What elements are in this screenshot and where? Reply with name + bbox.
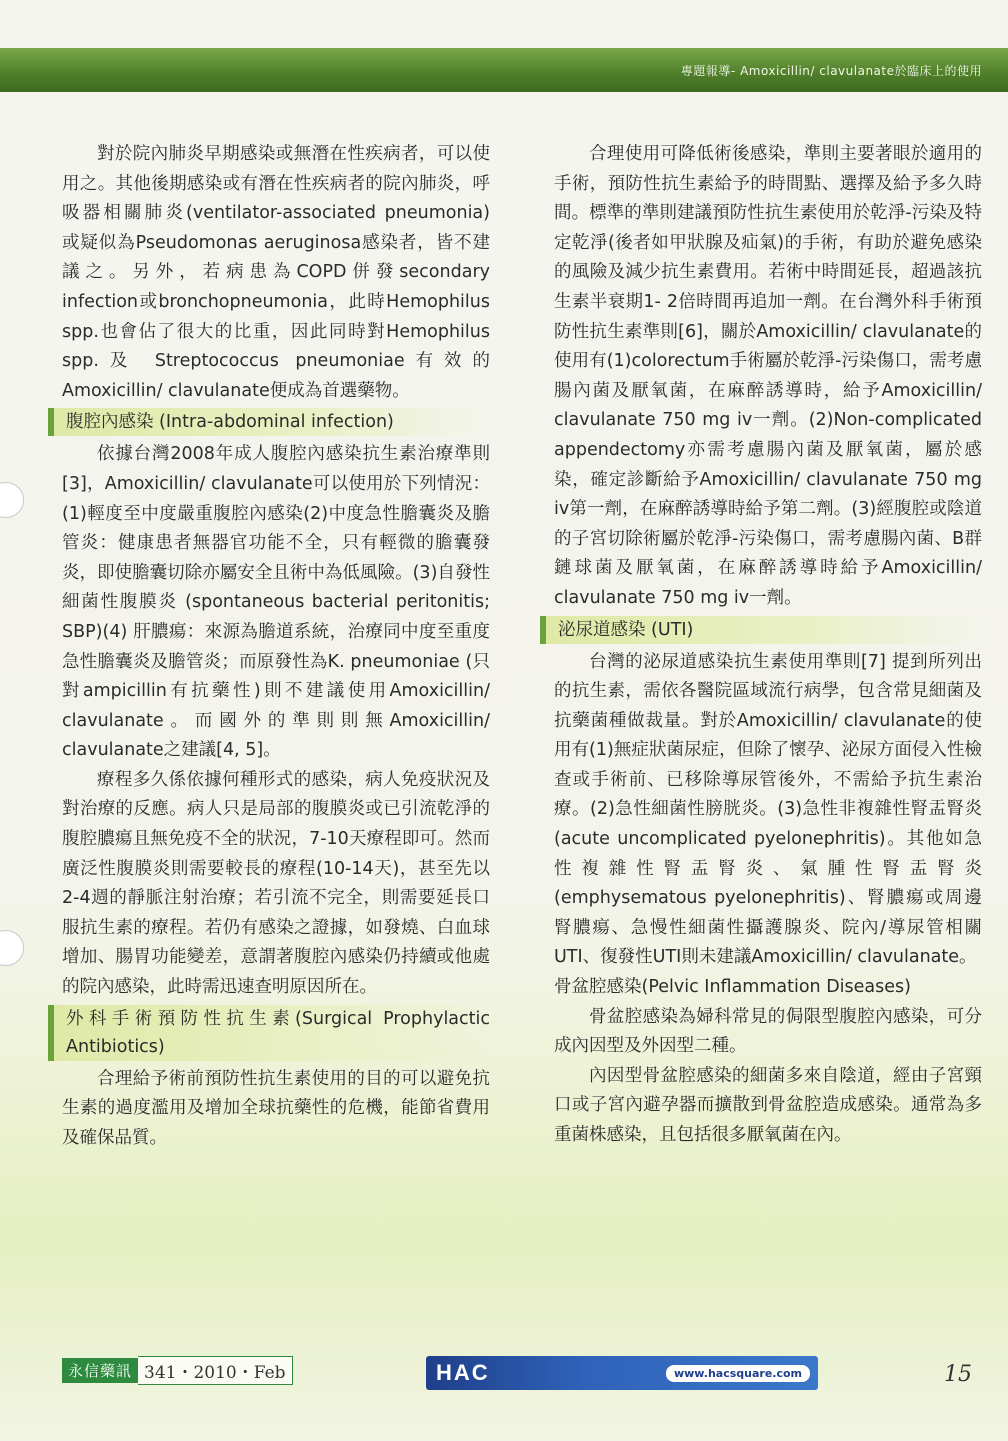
right-column <box>554 140 982 1151</box>
paragraph: 台灣的泌尿道感染抗生素使用準則[7] 提到所列出的抗生素，需依各醫院區域流行病學，包含常見細菌及抗藥菌種做裁量。對於Amoxicillin/ clavulanate的使用有(1)無症狀菌尿症，但除了懷孕、泌尿方面侵入性檢查或手術前、已移除導尿管後外，不需給予抗生素治療。(2)急性細菌性膀胱炎。(3)急性非複雜性腎盂腎炎(acute uncomplicated pyelonephritis)。其他如急性複雜性腎盂腎炎、氣腫性腎盂腎炎(emphysematous pyelonephritis)、腎膿瘍或周邊腎膿瘍、急慢性細菌性攝護腺炎、院內/導尿管相關UTI、復發性UTI則未建議Amoxicillin/ clavulanate。 <box>554 651 982 968</box>
subsection-heading: 骨盆腔感染(Pelvic Inflammation Diseases) <box>554 977 911 998</box>
publication-logo: 永信藥訊 <box>62 1358 138 1383</box>
paragraph: 合理給予術前預防性抗生素使用的目的可以避免抗生素的過度濫用及增加全球抗藥性的危機，能節省費用及確保品質。 <box>62 1068 490 1148</box>
binder-hole <box>0 930 24 966</box>
section-heading: 泌尿道感染 (UTI) <box>540 616 982 644</box>
paragraph: 療程多久係依據何種形式的感染，病人免疫狀況及對治療的反應。病人只是局部的腹膜炎或已引流乾淨的腹腔膿瘍且無免疫不全的狀況，7-10天療程即可。然而廣泛性腹膜炎則需要較長的療程(10-14天)，甚至先以2-4週的靜脈注射治療；若引流不完全，則需要延長口服抗生素的療程。若仍有感染之證據，如發燒、白血球增加、腸胃功能變差，意謂著腹腔內感染仍持續或他處的院內感染，此時需迅速查明原因所在。 <box>62 769 490 998</box>
section-heading: 外科手術預防性抗生素(Surgical Prophylactic Antibiotics) <box>48 1005 490 1061</box>
hac-url: www.hacsquare.com <box>666 1365 810 1382</box>
hac-logo: HAC <box>436 1360 490 1385</box>
header-bar <box>0 48 1008 92</box>
hac-banner <box>426 1356 818 1390</box>
left-column <box>62 140 490 1153</box>
binder-hole <box>0 482 24 518</box>
paragraph: 骨盆腔感染為婦科常見的侷限型腹腔內感染，可分成內因型及外因型二種。 <box>554 1006 982 1057</box>
issue-info: 341・2010・Feb <box>138 1356 293 1385</box>
running-header: 專題報導- Amoxicillin/ clavulanate於臨床上的使用 <box>680 64 982 78</box>
paragraph: 合理使用可降低術後感染，準則主要著眼於適用的手術，預防性抗生素給予的時間點、選擇及給予多久時間。標準的準則建議預防性抗生素使用於乾淨-污染及特定乾淨(後者如甲狀腺及疝氣)的手術，有助於避免感染的風險及減少抗生素費用。若術中時間延長，超過該抗生素半衰期1- 2倍時間再追加一劑。在台灣外科手術預防性抗生素準則[6]，關於Amoxicillin/ clavulanate的使用有(1)colorectum手術屬於乾淨-污染傷口，需考慮腸內菌及厭氧菌，在麻醉誘導時，給予Amoxicillin/ clavulanate 750 mg iv一劑。(2)Non-complicated appendectomy亦需考慮腸內菌及厭氧菌，屬於感染，確定診斷給予Amoxicillin/ clavulanate 750 mg iv第一劑，在麻醉誘導時給予第二劑。(3)經腹腔或陰道的子宮切除術屬於乾淨-污染傷口，需考慮腸內菌、B群鏈球菌及厭氧菌，在麻醉誘導時給予Amoxicillin/ clavulanate 750 mg iv一劑。 <box>554 144 982 608</box>
page-number: 15 <box>944 1362 972 1387</box>
paragraph: 依據台灣2008年成人腹腔內感染抗生素治療準則[3]，Amoxicillin/ clavulanate可以使用於下列情況：(1)輕度至中度嚴重腹腔內感染(2)中度急性膽囊炎及膽管炎：健康患者無器官功能不全，只有輕微的膽囊發炎，即使膽囊切除亦屬安全且術中為低風險。(3)自發性細菌性腹膜炎 (spontaneous bacterial peritonitis; SBP)(4) 肝膿瘍：來源為膽道系統，治療同中度至重度急性膽囊炎及膽管炎；而原發性為K. pneumoniae (只對ampicillin有抗藥性)則不建議使用Amoxicillin/ clavulanate。而國外的準則則無Amoxicillin/ clavulanate之建議[4, 5]。 <box>62 444 490 761</box>
section-heading: 腹腔內感染 (Intra-abdominal infection) <box>48 408 490 436</box>
paragraph: 對於院內肺炎早期感染或無潛在性疾病者，可以使用之。其他後期感染或有潛在性疾病者的院內肺炎，呼吸器相關肺炎(ventilator-associated pneumonia) 或疑似為Pseudomonas aeruginosa感染者，皆不建議之。另外，若病患為COPD併發secondary infection或bronchopneumonia，此時Hemophilus spp.也會佔了很大的比重，因此同時對Hemophilus spp.及 Streptococcus pneumoniae有效的Amoxicillin/ clavulanate便成為首選藥物。 <box>62 144 490 401</box>
paragraph: 內因型骨盆腔感染的細菌多來自陰道，經由子宮頸口或子宮內避孕器而擴散到骨盆腔造成感染。通常為多重菌株感染，且包括很多厭氧菌在內。 <box>554 1065 982 1145</box>
footer-publication <box>62 1356 293 1384</box>
